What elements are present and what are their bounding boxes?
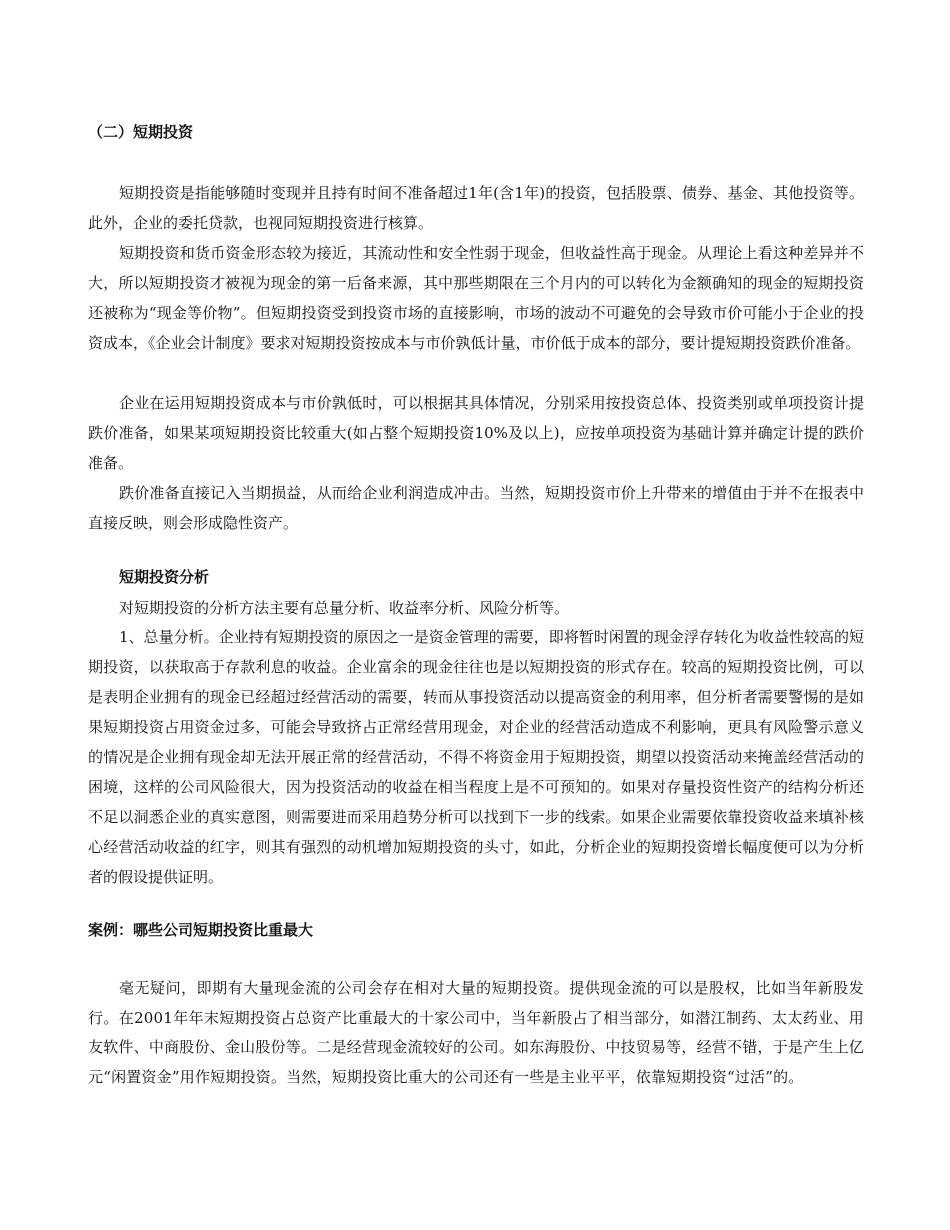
analysis-heading: 短期投资分析 bbox=[119, 568, 210, 586]
paragraph-liquidity: 短期投资和货币资金形态较为接近，其流动性和安全性弱于现金，但收益性高于现金。从理论上看这种差异并不大，所以短期投资才被视为现金的第一后备来源，其中那些期限在三个月内的可以转化为金额确知的现金的短期投资还被称为“现金等价物”。但短期投资受到投资市场的直接影响，市场的波动不可避免的会导致市价可能小于企业的投资成本，《企业会计制度》要求对短期投资按成本与市价孰低计量，市价低于成本的部分，要计提短期投资跌价准备。 bbox=[88, 244, 864, 352]
case-heading: 案例：哪些公司短期投资比重最大 bbox=[88, 921, 314, 939]
paragraph-definition: 短期投资是指能够随时变现并且持有时间不准备超过1年(含1年)的投资，包括股票、债券、基金、其他投资等。此外，企业的委托贷款，也视同短期投资进行核算。 bbox=[88, 184, 864, 232]
paragraph-case: 毫无疑问，即期有大量现金流的公司会存在相对大量的短期投资。提供现金流的可以是股权，比如当年新股发行。在2001年年末短期投资占总资产比重最大的十家公司中，当年新股占了相当部分，如潜江制药、太太药业、用友软件、中商股份、金山股份等。二是经营现金流较好的公司。如东海股份、中技贸易等，经营不错，于是产生上亿元“闲置资金”用作短期投资。当然，短期投资比重大的公司还有一些是主业平平，依靠短期投资“过活”的。 bbox=[88, 979, 864, 1086]
paragraph-provision: 企业在运用短期投资成本与市价孰低时，可以根据其具体情况，分别采用按投资总体、投资类别或单项投资计提跌价准备，如果某项短期投资比较重大(如占整个短期投资10%及以上)，应按单项投资为基础计算并确定计提的跌价准备。 bbox=[88, 394, 864, 472]
section-heading: （二）短期投资 bbox=[88, 123, 194, 141]
analysis-intro: 对短期投资的分析方法主要有总量分析、收益率分析、风险分析等。 bbox=[119, 599, 570, 617]
paragraph-profit-impact: 跌价准备直接记入当期损益，从而给企业利润造成冲击。当然，短期投资市价上升带来的增值由于并不在报表中直接反映，则会形成隐性资产。 bbox=[88, 484, 864, 532]
paragraph-total-analysis: 1、总量分析。企业持有短期投资的原因之一是资金管理的需要，即将暂时闲置的现金浮存转化为收益性较高的短期投资，以获取高于存款利息的收益。企业富余的现金往往也是以短期投资的形式存在。较高的短期投资比例，可以是表明企业拥有的现金已经超过经营活动的需要，转而从事投资活动以提高资金的利用率，但分析者需要警惕的是如果短期投资占用资金过多，可能会导致挤占正常经营用现金，对企业的经营活动造成不利影响，更具有风险警示意义的情况是企业拥有现金却无法开展正常的经营活动，不得不将资金用于短期投资，期望以投资活动来掩盖经营活动的困境，这样的公司风险很大，因为投资活动的收益在相当程度上是不可预知的。如果对存量投资性资产的结构分析还不足以洞悉企业的真实意图，则需要进而采用趋势分析可以找到下一步的线索。如果企业需要依靠投资收益来填补核心经营活动收益的红字，则其有强烈的动机增加短期投资的头寸，如此，分析企业的短期投资增长幅度便可以为分析者的假设提供证明。 bbox=[88, 628, 864, 886]
